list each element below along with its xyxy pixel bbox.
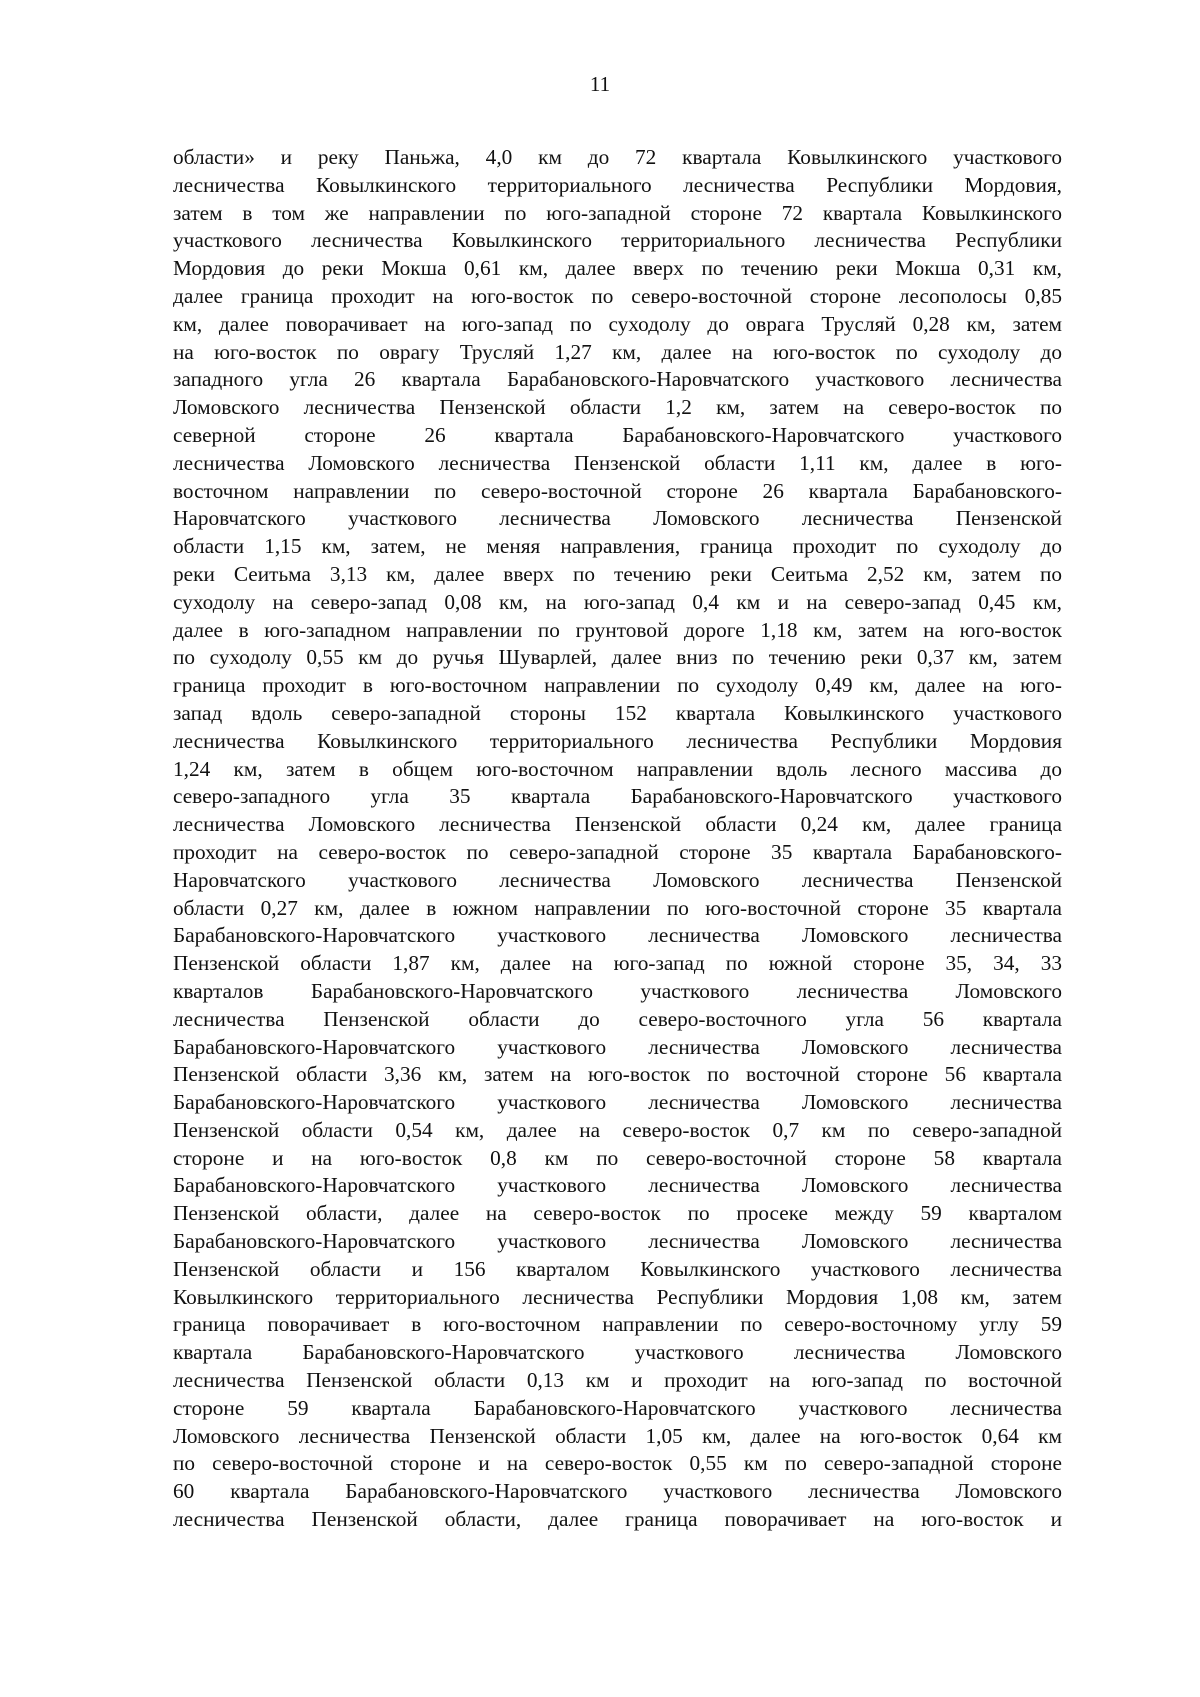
text-line: Барабановского-Наровчатского участкового лесничества Ломовского лесничества	[173, 1173, 1062, 1198]
text-line: запад вдоль северо-западной стороны 152 квартала Ковылкинского участкового	[173, 700, 1062, 725]
text-line: 60 квартала Барабановского-Наровчатского участкового лесничества Ломовского	[173, 1479, 1062, 1504]
text-line: кварталов Барабановского-Наровчатского участкового лесничества Ломовского	[173, 978, 1062, 1003]
text-line: Пензенской области, далее на северо-восток по просеке между 59 кварталом	[173, 1201, 1062, 1226]
text-line: северо-западного угла 35 квартала Барабановского-Наровчатского участкового	[173, 784, 1062, 809]
text-line: Пензенской области 0,54 км, далее на северо-восток 0,7 км по северо-западной	[173, 1117, 1062, 1142]
text-line: Пензенской области и 156 кварталом Ковылкинского участкового лесничества	[173, 1256, 1062, 1281]
text-line: далее в юго-западном направлении по грунтовой дороге 1,18 км, затем на юго-восток	[173, 617, 1062, 642]
text-line: Барабановского-Наровчатского участкового лесничества Ломовского лесничества	[173, 923, 1062, 948]
text-line: Барабановского-Наровчатского участкового лесничества Ломовского лесничества	[173, 1090, 1062, 1115]
text-line: области 0,27 км, далее в южном направлении по юго-восточной стороне 35 квартала	[173, 895, 1062, 920]
text-line: Мордовия до реки Мокша 0,61 км, далее вверх по течению реки Мокша 0,31 км,	[173, 256, 1062, 281]
text-line: участкового лесничества Ковылкинского территориального лесничества Республики	[173, 228, 1062, 253]
text-line: Пензенской области 3,36 км, затем на юго-восток по восточной стороне 56 квартала	[173, 1062, 1062, 1087]
text-line: лесничества Пензенской области, далее граница поворачивает на юго-восток и	[173, 1507, 1062, 1532]
text-line: Ломовского лесничества Пензенской области 1,2 км, затем на северо-восток по	[173, 395, 1062, 420]
document-body-text	[173, 144, 1062, 1534]
text-line: граница поворачивает в юго-восточном направлении по северо-восточному углу 59	[173, 1312, 1062, 1337]
text-line: затем в том же направлении по юго-западной стороне 72 квартала Ковылкинского	[173, 200, 1062, 225]
text-line: стороне 59 квартала Барабановского-Наровчатского участкового лесничества	[173, 1395, 1062, 1420]
text-line: Пензенской области 1,87 км, далее на юго-запад по южной стороне 35, 34, 33	[173, 951, 1062, 976]
text-line: далее граница проходит на юго-восток по северо-восточной стороне лесополосы 0,85	[173, 283, 1062, 308]
text-line: лесничества Ломовского лесничества Пензенской области 0,24 км, далее граница	[173, 812, 1062, 837]
text-line: Наровчатского участкового лесничества Ломовского лесничества Пензенской	[173, 867, 1062, 892]
text-line: на юго-восток по оврагу Трусляй 1,27 км, далее на юго-восток по суходолу до	[173, 339, 1062, 364]
text-line: Барабановского-Наровчатского участкового лесничества Ломовского лесничества	[173, 1229, 1062, 1254]
text-line: Барабановского-Наровчатского участкового лесничества Ломовского лесничества	[173, 1034, 1062, 1059]
text-line: лесничества Ломовского лесничества Пензенской области 1,11 км, далее в юго-	[173, 450, 1062, 475]
text-line: квартала Барабановского-Наровчатского участкового лесничества Ломовского	[173, 1340, 1062, 1365]
text-line: проходит на северо-восток по северо-западной стороне 35 квартала Барабановского-	[173, 839, 1062, 864]
text-line: по суходолу 0,55 км до ручья Шуварлей, далее вниз по течению реки 0,37 км, затем	[173, 645, 1062, 670]
text-line: 1,24 км, затем в общем юго-восточном направлении вдоль лесного массива до	[173, 756, 1062, 781]
text-line: км, далее поворачивает на юго-запад по суходолу до оврага Трусляй 0,28 км, затем	[173, 311, 1062, 336]
text-line: Ковылкинского территориального лесничества Республики Мордовия 1,08 км, затем	[173, 1284, 1062, 1309]
text-line: области 1,15 км, затем, не меняя направления, граница проходит по суходолу до	[173, 534, 1062, 559]
text-line: реки Сеитьма 3,13 км, далее вверх по течению реки Сеитьма 2,52 км, затем по	[173, 561, 1062, 586]
text-line: Ломовского лесничества Пензенской области 1,05 км, далее на юго-восток 0,64 км	[173, 1423, 1062, 1448]
text-line: области» и реку Паньжа, 4,0 км до 72 квартала Ковылкинского участкового	[173, 145, 1062, 169]
text-line: Наровчатского участкового лесничества Ломовского лесничества Пензенской	[173, 506, 1062, 531]
text-line: граница проходит в юго-восточном направлении по суходолу 0,49 км, далее на юго-	[173, 673, 1062, 698]
text-line: лесничества Ковылкинского территориального лесничества Республики Мордовия	[173, 728, 1062, 753]
text-line: лесничества Пензенской области 0,13 км и проходит на юго-запад по восточной	[173, 1368, 1062, 1393]
page-number: 11	[589, 72, 611, 96]
text-line: лесничества Ковылкинского территориального лесничества Республики Мордовия,	[173, 172, 1062, 197]
text-line: восточном направлении по северо-восточной стороне 26 квартала Барабановского-	[173, 478, 1062, 503]
text-line: западного угла 26 квартала Барабановского-Наровчатского участкового лесничества	[173, 367, 1062, 392]
text-line: суходолу на северо-запад 0,08 км, на юго-запад 0,4 км и на северо-запад 0,45 км,	[173, 589, 1062, 614]
text-line: северной стороне 26 квартала Барабановского-Наровчатского участкового	[173, 422, 1062, 447]
text-line: стороне и на юго-восток 0,8 км по северо-восточной стороне 58 квартала	[173, 1145, 1062, 1170]
text-line: лесничества Пензенской области до северо-восточного угла 56 квартала	[173, 1006, 1062, 1031]
text-line: по северо-восточной стороне и на северо-восток 0,55 км по северо-западной стороне	[173, 1451, 1062, 1476]
